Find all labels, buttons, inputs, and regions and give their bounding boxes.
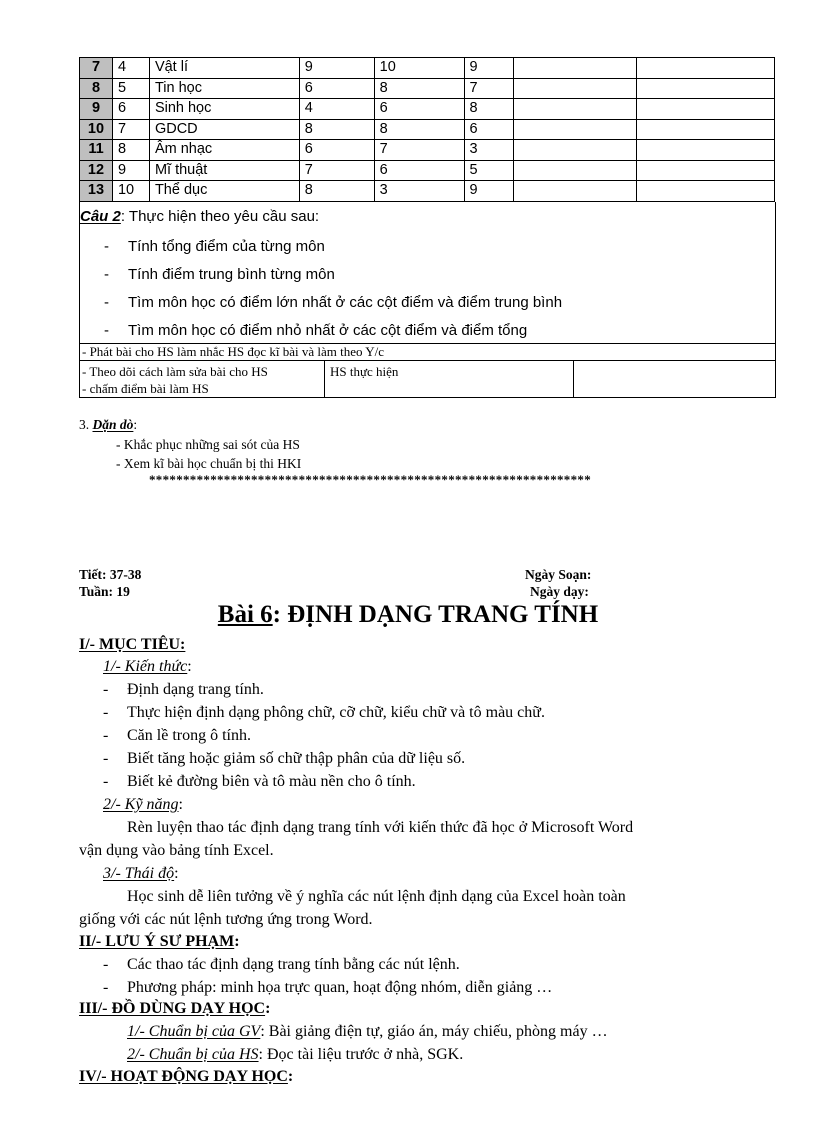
chuanbi-gv: 1/- Chuẩn bị của GV: Bài giảng điện tự, giáo án, máy chiếu, phòng máy …	[127, 1023, 608, 1040]
subject-cell: Âm nhạc	[149, 140, 299, 161]
table-row	[80, 78, 775, 99]
activity-middle: HS thực hiện	[330, 364, 399, 379]
stt-cell: 5	[112, 78, 149, 99]
empty-cell	[637, 140, 775, 161]
section-4-heading: IV/- HOẠT ĐỘNG DẠY HỌC:	[79, 1068, 294, 1085]
stt-cell: 8	[112, 140, 149, 161]
dando-heading: 3. Dặn dò:	[79, 417, 138, 432]
table-row	[80, 99, 775, 120]
score-1-cell: 8	[299, 119, 374, 140]
score-1-cell: 4	[299, 99, 374, 120]
title-bai: Bài 6	[217, 601, 273, 628]
title-rest: : ĐỊNH DẠNG TRANG TÍNH	[272, 601, 599, 628]
grades-table-body	[80, 58, 775, 202]
stt-cell: 4	[112, 58, 149, 79]
subject-cell: Mĩ thuật	[149, 160, 299, 181]
empty-cell	[514, 58, 637, 79]
empty-cell	[514, 119, 637, 140]
table-row	[80, 160, 775, 181]
score-3-cell: 7	[464, 78, 514, 99]
score-2-cell: 3	[374, 181, 464, 202]
stt-cell: 9	[112, 160, 149, 181]
score-2-cell: 6	[374, 160, 464, 181]
dando-label: Dặn dò	[92, 417, 134, 432]
kienthuc-item: - Định dạng trang tính.	[103, 681, 264, 698]
table-row	[80, 181, 775, 202]
score-1-cell: 6	[299, 78, 374, 99]
score-1-cell: 8	[299, 181, 374, 202]
tiet-label: Tiết: 37-38	[79, 567, 142, 582]
row-number: 8	[80, 78, 113, 99]
empty-cell	[637, 181, 775, 202]
thaido-line-2: giống với các nút lệnh tương ứng trong Word.	[79, 911, 373, 928]
row-number: 9	[80, 99, 113, 120]
cau2-heading	[80, 208, 319, 225]
kynang-line-1: Rèn luyện thao tác định dạng trang tính với kiến thức đã học ở Microsoft Word	[127, 819, 634, 836]
score-1-cell: 6	[299, 140, 374, 161]
cau2-label: Câu 2	[80, 208, 121, 225]
score-2-cell: 7	[374, 140, 464, 161]
row-number: 7	[80, 58, 113, 79]
activity-divider	[324, 360, 325, 397]
kienthuc-heading: 1/- Kiến thức:	[103, 658, 192, 675]
score-2-cell: 6	[374, 99, 464, 120]
row-number: 11	[80, 140, 113, 161]
ngay-day-label: Ngày dạy:	[530, 584, 589, 599]
cau2-item: - Tính điểm trung bình từng môn	[104, 266, 335, 283]
cau2-item: - Tìm môn học có điểm lớn nhất ở các cột điểm và điểm trung bình	[104, 294, 563, 311]
empty-cell	[514, 160, 637, 181]
section-2-heading: II/- LƯU Ý SƯ PHẠM:	[79, 933, 240, 950]
subject-cell: Sinh học	[149, 99, 299, 120]
activity-divider	[573, 360, 574, 397]
subject-cell: Tin học	[149, 78, 299, 99]
score-1-cell: 9	[299, 58, 374, 79]
subject-cell: GDCD	[149, 119, 299, 140]
kynang-heading: 2/- Kỹ năng:	[103, 796, 183, 813]
empty-cell	[637, 160, 775, 181]
cau2-item: - Tính tổng điểm của từng môn	[104, 238, 325, 255]
subject-cell: Thể dục	[149, 181, 299, 202]
stt-cell: 10	[112, 181, 149, 202]
activity-line1: - Phát bài cho HS làm nhắc HS đọc kĩ bài và làm theo Y/c	[82, 344, 385, 359]
dando-item: - Xem kĩ bài học chuẩn bị thi HKI	[116, 456, 302, 471]
sec2-item: - Các thao tác định dạng trang tính bằng các nút lệnh.	[103, 956, 460, 973]
sec2-item: - Phương pháp: minh họa trực quan, hoạt động nhóm, diễn giảng …	[103, 979, 553, 996]
empty-cell	[514, 140, 637, 161]
table-row	[80, 58, 775, 79]
empty-cell	[514, 181, 637, 202]
empty-cell	[514, 99, 637, 120]
score-2-cell: 8	[374, 78, 464, 99]
kienthuc-item: - Biết tăng hoặc giảm số chữ thập phân của dữ liệu số.	[103, 750, 466, 767]
stt-cell: 6	[112, 99, 149, 120]
score-3-cell: 8	[464, 99, 514, 120]
table-row	[80, 119, 775, 140]
score-1-cell: 7	[299, 160, 374, 181]
empty-cell	[637, 99, 775, 120]
empty-cell	[514, 78, 637, 99]
chuanbi-hs: 2/- Chuẩn bị của HS: Đọc tài liệu trước ở nhà, SGK.	[127, 1046, 464, 1063]
tuan-label: Tuần: 19	[79, 584, 130, 599]
row-number: 12	[80, 160, 113, 181]
table-row	[80, 140, 775, 161]
score-2-cell: 10	[374, 58, 464, 79]
cau2-box	[79, 202, 776, 344]
section-1-heading: I/- MỤC TIÊU:	[79, 636, 186, 653]
section-3-heading: III/- ĐỒ DÙNG DẠY HỌC:	[79, 1000, 271, 1017]
dando-item: - Khắc phục những sai sót của HS	[116, 437, 300, 452]
activity-left-b: - chấm điểm bài làm HS	[82, 381, 209, 396]
page-title	[0, 601, 816, 629]
kienthuc-item: - Biết kẻ đường biên và tô màu nền cho ô tính.	[103, 773, 416, 790]
kynang-line-2: vận dụng vào bảng tính Excel.	[79, 842, 274, 859]
thaido-line-1: Học sinh dễ liên tưởng về ý nghĩa các nút lệnh định dạng của Excel hoàn toàn	[127, 888, 626, 905]
activity-row-1	[79, 343, 776, 361]
thaido-heading: 3/- Thái độ:	[103, 865, 179, 882]
score-3-cell: 5	[464, 160, 514, 181]
star-separator: *****************************************************************	[149, 472, 591, 487]
score-3-cell: 3	[464, 140, 514, 161]
score-3-cell: 9	[464, 58, 514, 79]
empty-cell	[637, 78, 775, 99]
activity-left-a: - Theo dõi cách làm sửa bài cho HS	[82, 364, 268, 379]
subject-cell: Vật lí	[149, 58, 299, 79]
empty-cell	[637, 119, 775, 140]
ngay-soan-label: Ngày Soạn:	[525, 567, 592, 582]
kienthuc-item: - Thực hiện định dạng phông chữ, cỡ chữ, kiểu chữ và tô màu chữ.	[103, 704, 545, 721]
score-3-cell: 9	[464, 181, 514, 202]
score-3-cell: 6	[464, 119, 514, 140]
row-number: 10	[80, 119, 113, 140]
grades-table	[79, 57, 775, 202]
activity-row-2	[79, 360, 776, 398]
kienthuc-item: - Căn lề trong ô tính.	[103, 727, 251, 744]
empty-cell	[637, 58, 775, 79]
cau2-item: - Tìm môn học có điểm nhỏ nhất ở các cột điểm và điểm tổng	[104, 322, 528, 339]
stt-cell: 7	[112, 119, 149, 140]
score-2-cell: 8	[374, 119, 464, 140]
cau2-text: : Thực hiện theo yêu cầu sau:	[120, 208, 320, 225]
row-number: 13	[80, 181, 113, 202]
